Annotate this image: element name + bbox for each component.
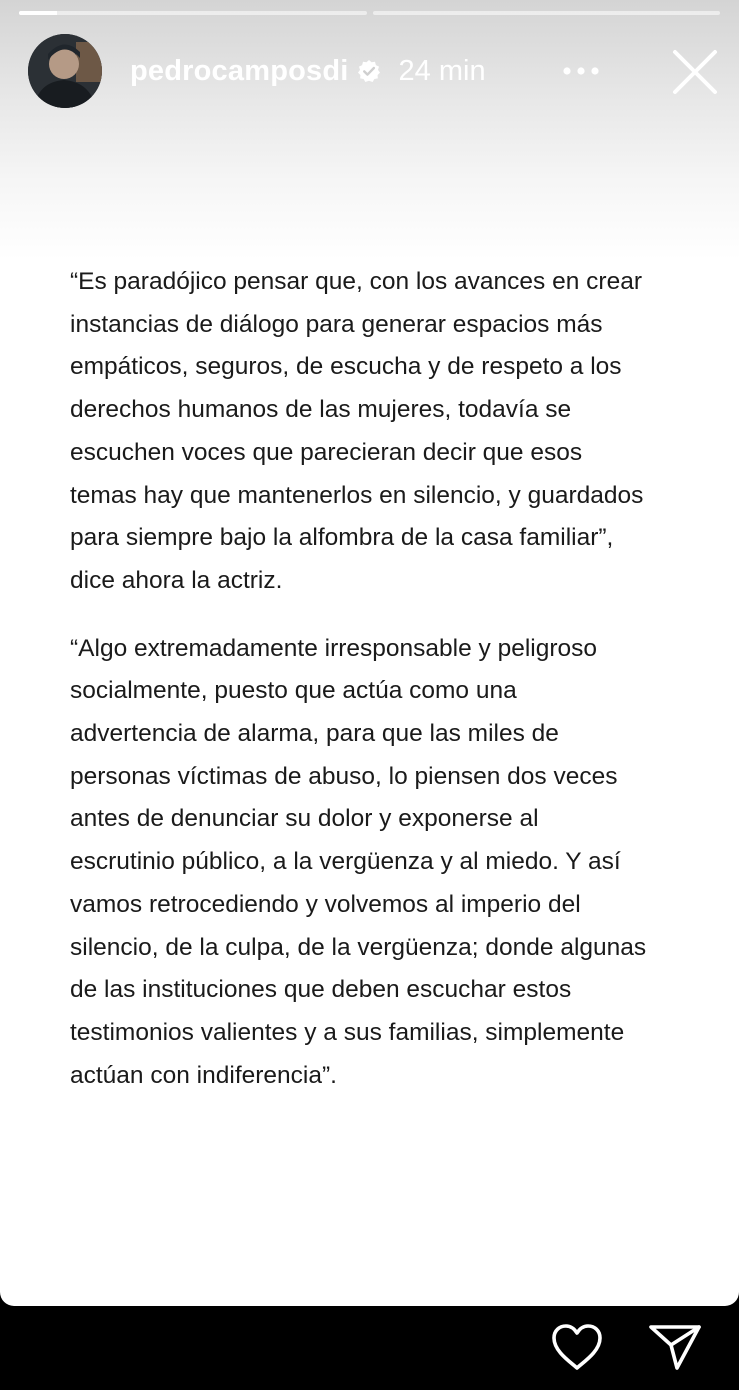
username[interactable]: pedrocamposdi — [130, 54, 349, 87]
story-text-content — [70, 261, 710, 1097]
more-options-icon[interactable] — [561, 64, 601, 78]
heart-icon[interactable] — [550, 1322, 604, 1372]
quote-paragraph-1: “Es paradójico pensar que, con los avances en crear instancias de diálogo para generar espacios más empáticos, seguros, de escucha y de respeto a los derechos humanos de las mujeres, todavía se escuchen voces que parecieran decir que esos temas hay que mantenerlos en silencio, y guardados para siempre bajo la alfombra de la casa familiar”, dice ahora la actriz. — [70, 268, 644, 594]
quote-paragraph-2: “Algo extremadamente irresponsable y peligroso socialmente, puesto que actúa como una advertencia de alarma, para que las miles de personas víctimas de abuso, lo piensen dos veces antes de denunciar su dolor y exponerse al escrutinio público, a la vergüenza y al miedo. Y así vamos retrocediendo y volvemos al imperio del silencio, de la culpa, de la vergüenza; donde algunas de las instituciones que deben escuchar estos testimonios valientes y a sus familias, simplemente actúan con indiferencia”. — [70, 634, 647, 1089]
progress-fill-1 — [19, 11, 57, 15]
post-time: 24 min — [398, 54, 486, 87]
story-header — [28, 34, 719, 108]
story-progress-bar — [19, 11, 720, 15]
verified-badge-icon — [357, 59, 381, 83]
story-actions-bar — [0, 1306, 739, 1390]
send-icon[interactable] — [648, 1322, 702, 1372]
progress-segment-1 — [19, 11, 367, 15]
close-icon[interactable] — [671, 48, 719, 96]
profile-photo-icon — [28, 34, 102, 108]
avatar[interactable] — [28, 34, 102, 108]
progress-segment-2 — [373, 11, 721, 15]
